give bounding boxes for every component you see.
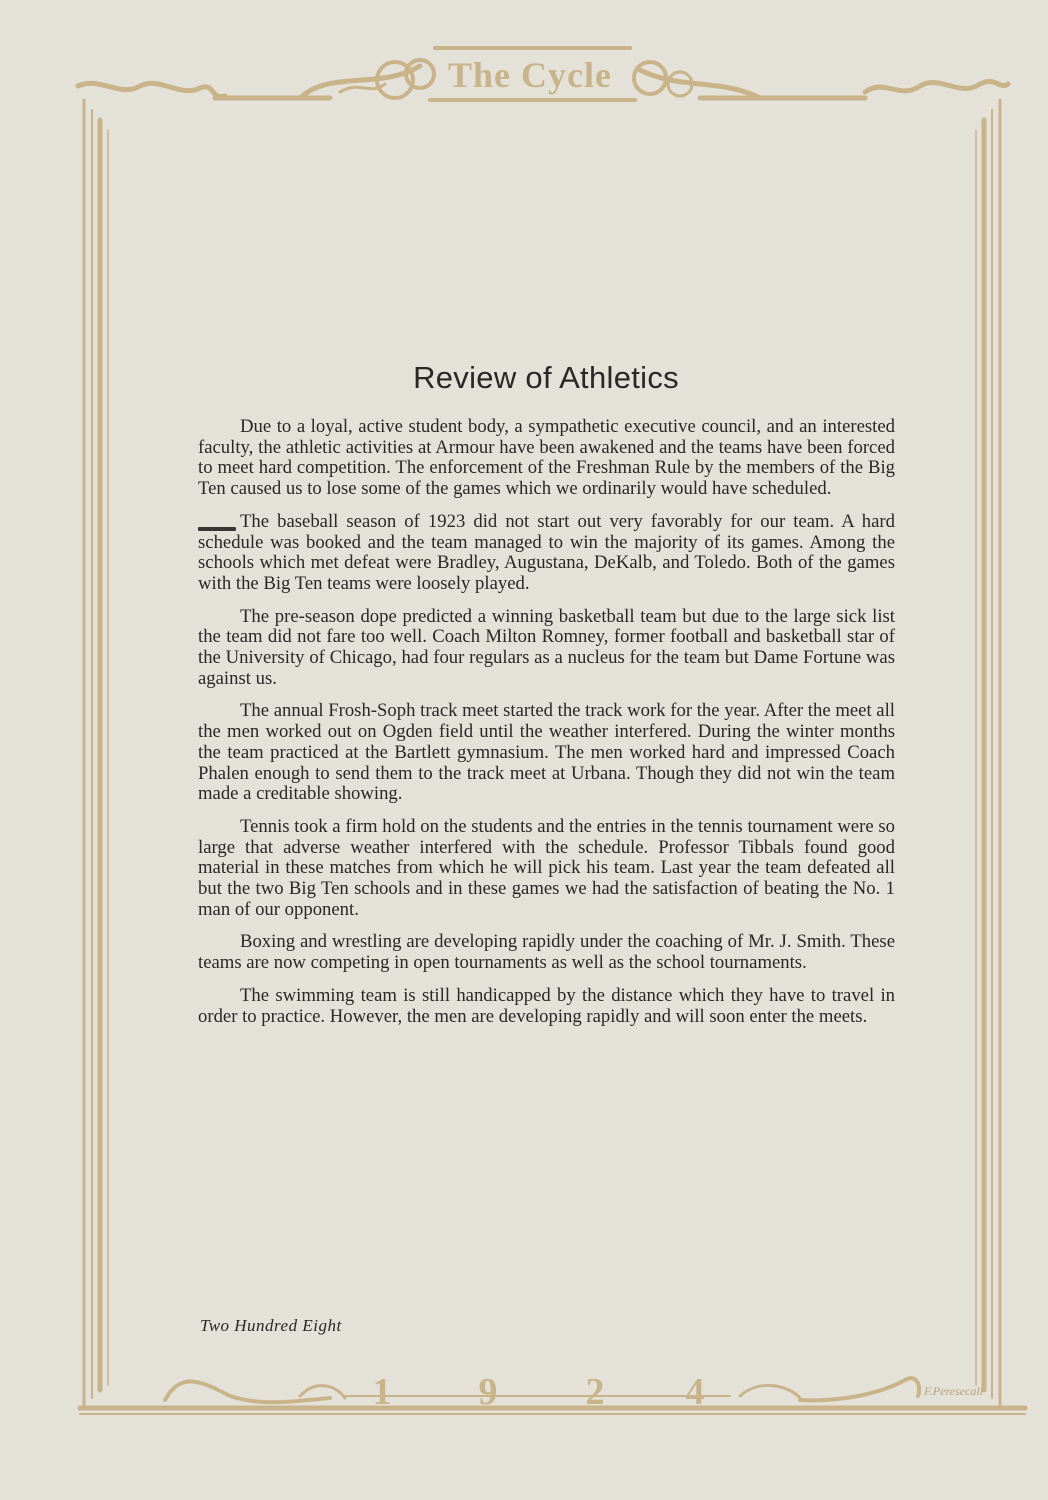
paragraph-swimming: The swimming team is still handicapped by the distance which they have to travel in order to practice. However, the men are developing rapidly and will soon enter the meets. [198,984,895,1027]
paragraph-baseball: The baseball season of 1923 did not start out very favorably for our team. A hard schedule was booked and the team managed to win the majority of its games. Among the schools which met defeat were Bradley, Augustana, DeKalb, and Toledo. Both of the games with the Big Ten teams were loosely played. [198,510,895,594]
bottom-right-scroll [740,1385,800,1398]
paragraph-tennis: Tennis took a firm hold on the students and the entries in the tennis tournament were so large that adverse weather interfered with the schedule. Professor Tibbals found good material in these matches from which he will pick his team. Last year the team defeated all but the two Big Ten schools and in these games we had the satisfaction of beating the No. 1 man of our opponent. [198,815,895,920]
article-title: Review of Athletics [413,360,679,395]
top-right-scroll [865,81,1008,92]
year-digit-2: 9 [478,1371,498,1413]
yearbook-title-cycle: The Cycle [448,55,612,95]
artist-signature: F.Peresecall [924,1384,983,1398]
paragraph-intro: Due to a loyal, active student body, a sympathetic executive council, and an interested faculty, the athletic activities at Armour have been awakened and the teams have been forced to meet hard competition. The enforcement of the Freshman Rule by the members of the Big Ten caused us to lose some of the games which we ordinarily would have scheduled. [198,416,895,500]
year-digit-3: 2 [585,1371,605,1413]
page-number: Two Hundred Eight [200,1316,342,1335]
top-left-scroll [78,83,225,96]
paragraph-track: The annual Frosh-Soph track meet started the track work for the year. After the meet all the men worked out on Ogden field until the weather interfered. During the winter months the team practiced at the Bartlett gymnasium. The men worked hard and impressed Coach Phalen enough to send them to the track meet at Urbana. Though they did not win the team made a creditable showing. [198,700,895,805]
year-digit-1: 1 [372,1371,392,1413]
paragraph-basketball: The pre-season dope predicted a winning basketball team but due to the large sick list the team did not fare too well. Coach Milton Romney, former football and basketball star of the University of Chicago, had four regulars as a nucleus for the team but Dame Fortune was against us. [198,605,895,689]
paragraph-boxing: Boxing and wrestling are developing rapidly under the coaching of Mr. J. Smith. These teams are now competing in open tournaments as well as the school tournaments. [198,931,895,974]
article-body [198,417,895,1039]
top-left-swash [300,66,420,98]
year-digit-4: 4 [685,1371,705,1413]
